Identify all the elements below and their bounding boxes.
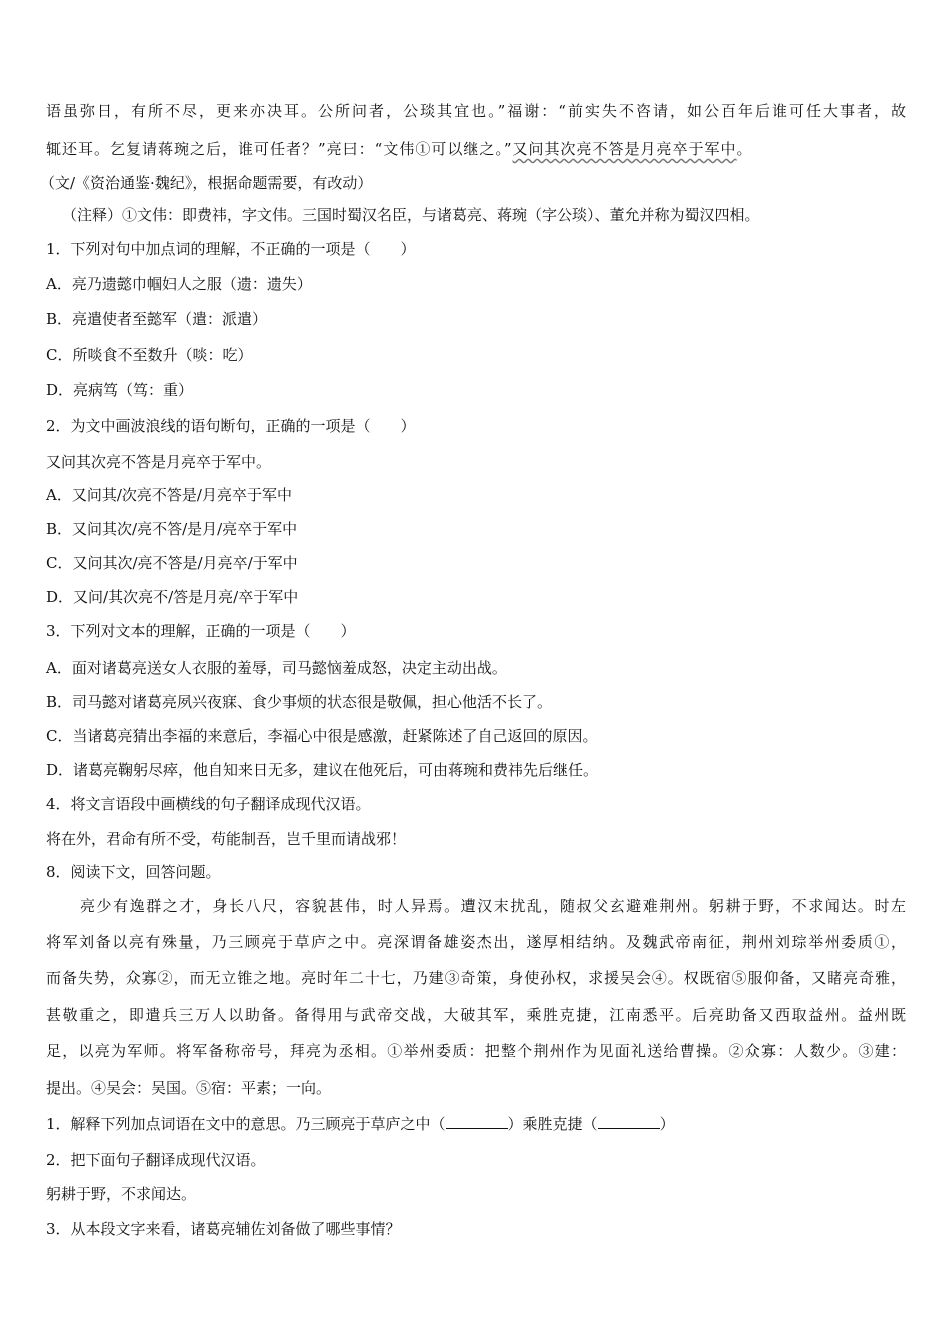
passage-line — [46, 139, 753, 159]
option: B．司马懿对诸葛亮夙兴夜寐、食少事烦的状态很是敬佩，担心他活不长了。 — [46, 693, 553, 711]
question-2-stem: 2．为文中画波浪线的语句断句，正确的一项是（ ） — [46, 417, 416, 435]
answer-blank[interactable] — [598, 1114, 660, 1129]
passage-line: 提出。④吴会：吴国。⑤宿：平素；一向。 — [46, 1079, 332, 1097]
section-8-question-3: 3．从本段文字来看，诸葛亮辅佐刘备做了哪些事情？ — [46, 1220, 401, 1238]
question-text: 1．解释下列加点词语在文中的意思。乃三顾亮于草庐之中（ — [46, 1115, 446, 1133]
question-4-sentence: 将在外，君命有所不受，苟能制吾，岂千里而请战邪！ — [46, 830, 407, 848]
answer-blank[interactable] — [446, 1114, 508, 1129]
section-8-question-2: 2．把下面句子翻译成现代汉语。 — [46, 1151, 266, 1169]
question-3-stem: 3．下列对文本的理解，正确的一项是（ ） — [46, 622, 356, 640]
passage-text: 。 — [736, 140, 753, 158]
passage-line: 将军刘备以亮有殊量，乃三顾亮于草庐之中。亮深谓备雄姿杰出，遂厚相结纳。及魏武帝南征，荆州刘琮举州委质①， — [46, 933, 906, 951]
option: D．又问/其次亮不/答是月亮/卒于军中 — [46, 588, 299, 606]
question-4-stem: 4．将文言语段中画横线的句子翻译成现代汉语。 — [46, 795, 371, 813]
annotation: （注释）①文伟：即费祎，字文伟。三国时蜀汉名臣，与诸葛亮、蒋琬（字公琰）、董允并称为蜀汉四相。 — [62, 206, 760, 224]
wavy-underlined-sentence: 又问其次亮不答是月亮卒于军中 — [512, 140, 737, 158]
question-1-stem: 1．下列对句中加点词的理解，不正确的一项是（ ） — [46, 240, 416, 258]
passage-line: 足，以亮为军师。将军备称帝号，拜亮为丞相。①举州委质：把整个荆州作为见面礼送给曹操。②众寡：人数少。③建： — [46, 1042, 906, 1060]
option: A．又问其/次亮不答是/月亮卒于军中 — [46, 486, 292, 504]
source-citation: （文/《资治通鉴·魏纪》，根据命题需要，有改动） — [40, 174, 373, 192]
option: C．所啖食不至数升（啖：吃） — [46, 346, 253, 364]
option: C．又问其次/亮不答是/月亮卒/于军中 — [46, 554, 298, 572]
option: A．亮乃遗懿巾帼妇人之服（遗：遗失） — [46, 275, 312, 293]
option: C．当诸葛亮猜出李福的来意后，李福心中很是感激，赶紧陈述了自己返回的原因。 — [46, 727, 598, 745]
option: B．亮遣使者至懿军（遣：派遣） — [46, 310, 268, 328]
passage-text: 辄还耳。乞复请蒋琬之后，谁可任者？”亮曰：“文伟①可以继之。” — [46, 140, 513, 158]
question-text: ）乘胜克捷（ — [507, 1115, 598, 1133]
passage-line: 甚敬重之，即遣兵三万人以助备。备得用与武帝交战，大破其军，乘胜克捷，江南悉平。后亮助备又西取益州。益州既 — [46, 1006, 906, 1024]
passage-line: 语虽弥日，有所不尽，更来亦决耳。公所问者，公琰其宜也。”福谢：“前实失不咨请，如公百年后谁可任大事者，故 — [46, 102, 906, 120]
option: B．又问其次/亮不答/是月/亮卒于军中 — [46, 520, 298, 538]
question-2-sentence: 又问其次亮不答是月亮卒于军中。 — [46, 453, 272, 471]
passage-line: 亮少有逸群之才，身长八尺，容貌甚伟，时人异焉。遭汉末扰乱，随叔父玄避难荆州。躬耕于野，不求闻达。时左 — [80, 897, 906, 915]
passage-line: 而备失势，众寡②，而无立锥之地。亮时年二十七，乃建③奇策，身使孙权，求援吴会④。权既宿⑤服仰备，又睹亮奇雅， — [46, 969, 906, 987]
option: D．诸葛亮鞠躬尽瘁，他自知来日无多，建议在他死后，可由蒋琬和费祎先后继任。 — [46, 761, 599, 779]
option: A．面对诸葛亮送女人衣服的羞辱，司马懿恼羞成怒，决定主动出战。 — [46, 659, 507, 677]
section-8-question-1 — [46, 1114, 675, 1134]
question-text: ） — [659, 1115, 675, 1133]
section-8-question-2-sentence: 躬耕于野，不求闻达。 — [46, 1185, 197, 1203]
section-8-title: 8．阅读下文，回答问题。 — [46, 863, 221, 881]
option: D．亮病笃（笃：重） — [46, 381, 194, 399]
